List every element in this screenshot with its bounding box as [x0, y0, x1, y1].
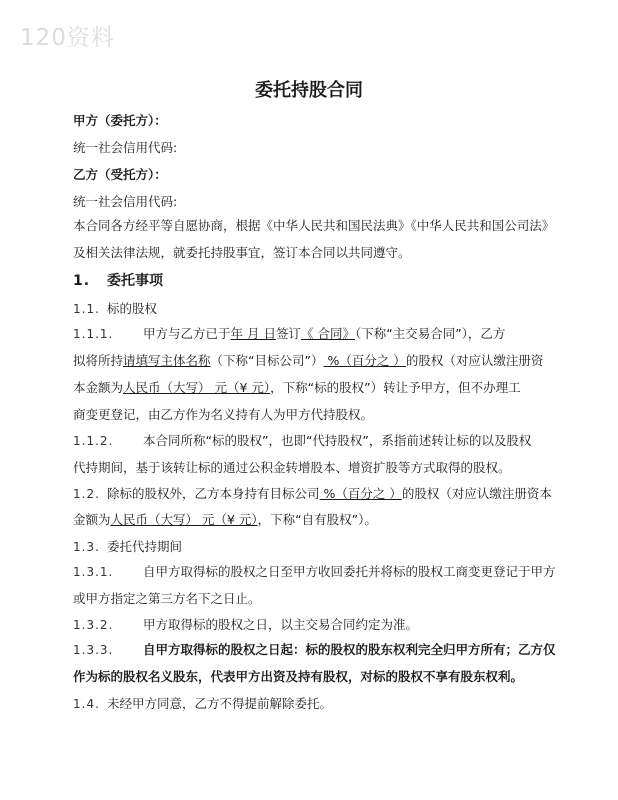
clause-1-1-1-line-4: 商变更登记，由乙方作为名义持有人为甲方代持股权。 — [73, 407, 374, 422]
party-a-label: 甲方（委托方）： — [73, 113, 167, 128]
equity-percentage-field: %（百分之 ） — [323, 353, 406, 368]
clause-1-1-1-part: 签订 — [275, 326, 301, 341]
clause-1-3 — [73, 539, 182, 555]
agreement-date-field: 年 月 日 — [230, 326, 276, 341]
clause-1-1-1-part: 的股权（对应认缴注册资 — [405, 353, 544, 368]
clause-1-3-3-line-2: 作为标的股权名义股东，代表甲方出资及持有股权，对标的股权不享有股东权利。 — [73, 669, 524, 684]
clause-1-3-3-text: 自甲方取得标的股权之日起：标的股权的股东权利完全归甲方所有；乙方仅 — [143, 642, 556, 657]
registered-capital-amount-field: 人民币（大写） 元（¥ 元） — [123, 380, 271, 395]
clause-1-2-number: 1.2. — [73, 487, 100, 501]
clause-1-1-1-line-1 — [73, 326, 505, 342]
preamble-line-2: 及相关法律法规，就委托持股事宜，签订本合同以共同遵守。 — [73, 245, 411, 260]
own-capital-amount-field: 人民币（大写） 元（¥ 元） — [110, 512, 258, 527]
clause-1-1-1-number: 1.1.1. — [73, 327, 114, 341]
clause-1-4 — [73, 696, 332, 712]
section-1-number: 1. — [73, 273, 91, 289]
clause-1-2-part: 的股权（对应认缴注册资本 — [401, 486, 552, 501]
clause-1-1-1-part: 拟将所持 — [73, 353, 124, 368]
clause-1-1-1-part: ，下称“标的股权”）转让予甲方，但不办理工 — [270, 380, 521, 395]
document-title: 委托持股合同 — [255, 80, 363, 101]
clause-1-3-3-line-1 — [73, 642, 556, 658]
clause-1-3-2 — [73, 617, 418, 633]
clause-1-1-1-part: 本金额为 — [73, 380, 124, 395]
clause-1-2-part: 除标的股权外，乙方本身持有目标公司 — [107, 486, 320, 501]
clause-1-4-text: 未经甲方同意，乙方不得提前解除委托。 — [107, 696, 333, 711]
clause-1-3-1-line-2: 或甲方指定之第三方名下之日止。 — [73, 591, 261, 606]
clause-1-3-2-number: 1.3.2. — [73, 618, 114, 632]
clause-1-1-2-line-2: 代持期间，基于该转让标的通过公积金转增股本、增资扩股等方式取得的股权。 — [73, 460, 511, 475]
clause-1-1-1-part: （下称“目标公司”） — [210, 353, 324, 368]
clause-1-1-number: 1.1. — [73, 302, 100, 316]
own-equity-percentage-field: %（百分之 ） — [319, 486, 402, 501]
clause-1-2-part: 金额为 — [73, 512, 111, 527]
preamble-line-1: 本合同各方经平等自愿协商，根据《中华人民共和国民法典》《中华人民共和国公司法》 — [73, 218, 555, 233]
clause-1-1-2-text: 本合同所称“标的股权”，也即“代持股权”，系指前述转让标的以及股权 — [143, 433, 532, 448]
clause-1-1-2-number: 1.1.2. — [73, 434, 114, 448]
clause-1-1-1-line-2 — [73, 353, 543, 369]
clause-1-2-part: ，下称“自有股权”）。 — [257, 512, 377, 527]
clause-1-1 — [73, 301, 157, 317]
party-b-credit-code: 统一社会信用代码: — [73, 194, 178, 209]
clause-1-3-2-text: 甲方取得标的股权之日，以主交易合同约定为准。 — [143, 617, 419, 632]
target-company-name-field: 请填写主体名称 — [123, 353, 211, 368]
watermark: 120资料 — [20, 25, 115, 51]
clause-1-1-1-part: 甲方与乙方已于 — [143, 326, 231, 341]
contract-name-field: 《 合同》 — [300, 326, 355, 341]
clause-1-3-text: 委托代持期间 — [107, 539, 183, 554]
clause-1-1-text: 标的股权 — [107, 301, 158, 316]
clause-1-2-line-1 — [73, 486, 552, 502]
section-1-heading — [73, 270, 163, 290]
clause-1-1-1-part: （下称“主交易合同”），乙方 — [354, 326, 506, 341]
clause-1-1-2-line-1 — [73, 433, 531, 449]
clause-1-3-3-number: 1.3.3. — [73, 643, 114, 657]
section-1-title: 委托事项 — [107, 273, 163, 289]
party-b-label: 乙方（受托方）： — [73, 167, 167, 182]
clause-1-2-line-2 — [73, 512, 377, 528]
clause-1-3-1-number: 1.3.1. — [73, 565, 114, 579]
clause-1-3-1-text: 自甲方取得标的股权之日至甲方收回委托并将标的股权工商变更登记于甲方 — [143, 564, 556, 579]
clause-1-3-1-line-1 — [73, 564, 556, 580]
clause-1-1-1-line-3 — [73, 380, 521, 396]
party-a-credit-code: 统一社会信用代码: — [73, 140, 178, 155]
clause-1-3-number: 1.3. — [73, 540, 100, 554]
clause-1-4-number: 1.4. — [73, 697, 100, 711]
